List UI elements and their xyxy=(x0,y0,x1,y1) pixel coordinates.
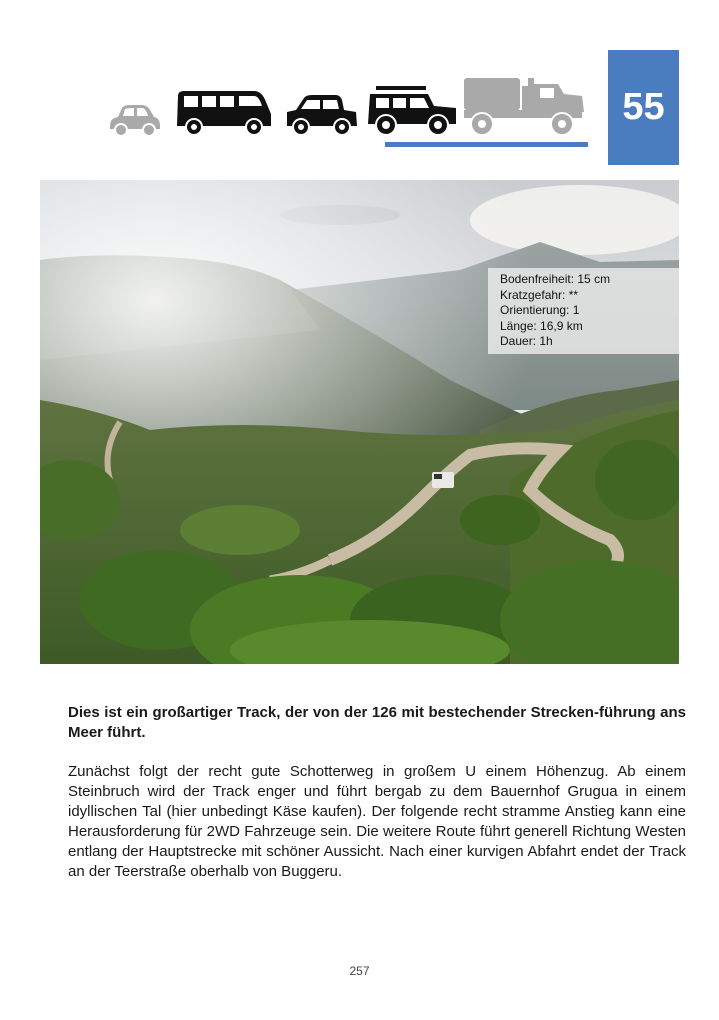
page-number: 257 xyxy=(349,964,370,978)
ground-clearance: Bodenfreiheit: 15 cm xyxy=(500,272,611,286)
van-icon xyxy=(174,88,274,138)
scratch-risk: Kratzgefahr: ** xyxy=(500,287,579,302)
vehicle-suitability-icons xyxy=(100,70,600,150)
expedition-jeep-icon xyxy=(366,84,460,138)
description-paragraph: Zunächst folgt der recht gute Schotterweg in großem U einem Höhenzug. Ab einem Steinbruch wird der Track enger und führt bergab zu dem Bauernhof Grugua in einem idyllischen Tal (hier unbedingt Käse kaufen). Der folgende recht stramme Anstieg kann eine Herausforderung für 2WD Fahrzeuge sein. Die weitere Route führt generell Richtung Westen entlang der Hauptstrecke mit schöner Aussicht. Nach einer kurvigen Abfahrt endet der Track an der Teerstraße oberhalb von Buggeru. xyxy=(68,763,686,880)
small-car-icon xyxy=(106,102,162,138)
duration: Dauer: 1h xyxy=(500,334,553,348)
route-info-box xyxy=(488,268,679,354)
route-length: Länge: 16,9 km xyxy=(500,318,583,333)
vehicle-rating-bar xyxy=(385,142,588,147)
landscape-photo xyxy=(40,180,679,664)
tour-number-badge xyxy=(608,50,679,165)
truck-icon xyxy=(462,74,588,140)
suv-icon xyxy=(284,92,360,138)
intro-paragraph: Dies ist ein großartiger Track, der von der 126 mit bestechender Strecken-führung ans Meer führt. xyxy=(68,704,686,741)
tour-number: 55 xyxy=(622,86,665,128)
orientation: Orientierung: 1 xyxy=(500,303,580,317)
